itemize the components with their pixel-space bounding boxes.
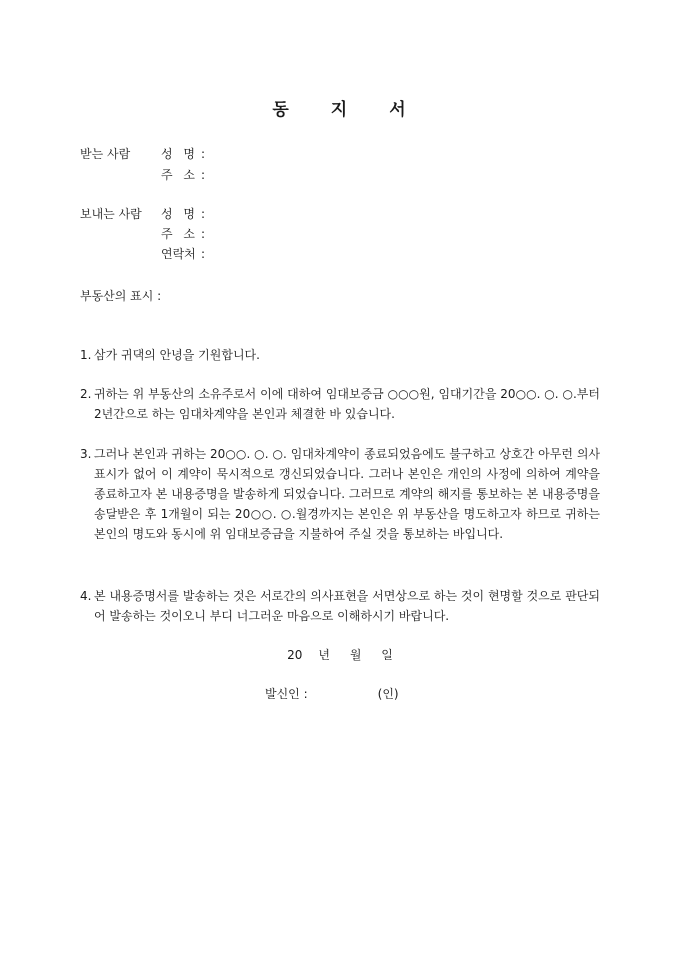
date-line <box>0 646 680 663</box>
date-month-unit: 월 <box>349 648 362 662</box>
colon: : <box>201 207 206 221</box>
signature-label: 발신인 : <box>265 687 308 701</box>
recipient-name-key: 성 명 <box>161 147 195 161</box>
paragraph-number: 2. <box>80 387 92 401</box>
sender-phone-field <box>161 245 205 262</box>
date-year: 20 <box>287 648 303 662</box>
paragraph-number: 3. <box>80 447 92 461</box>
colon: : <box>201 247 206 261</box>
title-char: 지 <box>330 100 350 120</box>
paragraph-4 <box>80 586 600 626</box>
property-label: 부동산의 표시 : <box>80 289 162 303</box>
sender-name-key: 성 명 <box>161 207 195 221</box>
paragraph-text: 삼가 귀댁의 안녕을 기원합니다. <box>94 348 260 362</box>
document-title <box>0 95 680 120</box>
title-char: 동 <box>272 100 291 120</box>
date-year-unit: 년 <box>318 648 331 662</box>
paragraph-number: 1. <box>80 348 92 362</box>
paragraph-text: 본 내용증명서를 발송하는 것은 서로간의 의사표현을 서면상으로 하는 것이 현명할 것으로 판단되어 발송하는 것이오니 부디 너그러운 마음으로 이해하시기 바랍니다. <box>94 589 600 623</box>
colon: : <box>201 147 206 161</box>
colon: : <box>201 227 206 241</box>
recipient-name-field <box>161 145 205 162</box>
sender-label: 보내는 사람 <box>80 207 142 221</box>
sender-address-field <box>161 225 205 242</box>
sender-name-field <box>161 205 205 222</box>
title-char: 서 <box>389 100 408 120</box>
paragraph-3 <box>80 444 600 544</box>
signature-line <box>265 685 399 702</box>
recipient-address-field <box>161 166 205 183</box>
paragraph-2 <box>80 384 600 424</box>
recipient-label: 받는 사람 <box>80 147 131 161</box>
sender-phone-key: 연락처 <box>161 247 196 261</box>
date-day-unit: 일 <box>381 648 393 662</box>
paragraph-1 <box>80 345 600 365</box>
paragraph-text: 귀하는 위 부동산의 소유주로서 이에 대하여 임대보증금 ○○○원, 임대기간을 20○○. ○. ○.부터 2년간으로 하는 임대차계약을 본인과 체결한 바 있습니다. <box>94 387 600 421</box>
paragraph-text: 그러나 본인과 귀하는 20○○. ○. ○. 임대차계약이 종료되었음에도 불구하고 상호간 아무런 의사표시가 없어 이 계약이 묵시적으로 갱신되었습니다. 그러나 본인은 개인의 사정에 의하여 계약을 종료하고자 본 내용증명을 발송하게 되었습니다. 그러므로 계약의 해지를 통보하는 본 내용증명을 송달받은 후 1개월이 되는 20○○. ○.월경까지는 본인은 위 부동산을 명도하고자 하므로 귀하는 본인의 명도와 동시에 위 임대보증금을 지불하여 주실 것을 통보하는 바입니다. <box>94 447 600 541</box>
paragraph-number: 4. <box>80 589 92 603</box>
recipient-address-key: 주 소 <box>161 168 195 182</box>
colon: : <box>201 168 206 182</box>
sender-address-key: 주 소 <box>161 227 195 241</box>
seal-mark: (인) <box>377 687 399 701</box>
